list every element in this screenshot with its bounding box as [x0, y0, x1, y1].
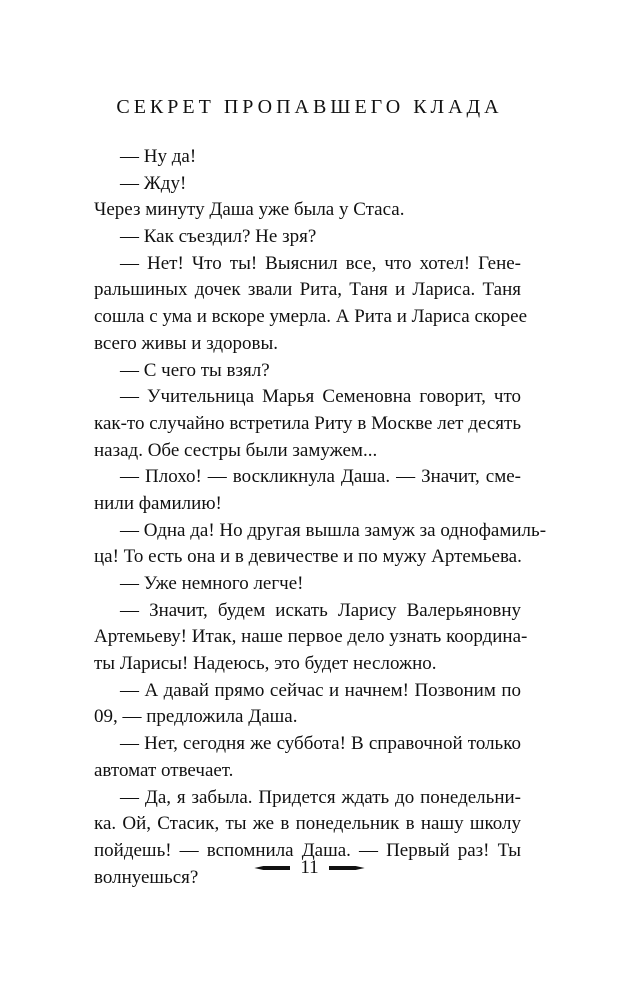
right-ornament — [329, 866, 365, 870]
page-footer — [0, 854, 619, 882]
body-text — [94, 144, 547, 891]
text-line: автомат отвечает. — [94, 759, 234, 781]
text-line: нили фамилию! — [94, 492, 222, 514]
text-line: Через минуту Даша уже была у Стаса. — [94, 199, 405, 221]
text-line: — Нет! Что ты! Выяснил все, что хотел! Гене- — [120, 252, 521, 274]
text-line: как-то случайно встретила Риту в Москве лет десять — [94, 412, 521, 434]
text-line: — Нет, сегодня же суббота! В справочной только — [120, 733, 521, 755]
text-line: пойдешь! — вспомнила Даша. — Первый раз! Ты — [94, 839, 521, 861]
text-line: назад. Обе сестры были замужем... — [94, 439, 378, 461]
text-line: ца! То есть она и в девичестве и по мужу Артемьева. — [94, 546, 522, 568]
text-line: Артемьеву! Итак, наше первое дело узнать координа- — [94, 626, 528, 648]
text-line: — Учительница Марья Семеновна говорит, что — [120, 386, 521, 408]
text-line: — Да, я забыла. Придется ждать до понедельни- — [120, 786, 521, 808]
text-line: — Плохо! — воскликнула Даша. — Значит, сме- — [120, 466, 521, 488]
running-header: СЕКРЕТ ПРОПАВШЕГО КЛАДА — [116, 96, 503, 118]
text-line: — Одна да! Но другая вышла замуж за однофамиль- — [120, 519, 547, 541]
text-line: — Жду! — [120, 172, 187, 194]
text-line: ка. Ой, Стасик, ты же в понедельник в нашу школу — [94, 813, 521, 835]
text-line: — Уже немного легче! — [120, 573, 304, 594]
text-line: — Ну да! — [120, 146, 197, 167]
text-line: ральшиных дочек звали Рита, Таня и Лариса. Таня — [94, 279, 521, 301]
page-number: 11 — [300, 857, 319, 878]
text-line: сошла с ума и вскоре умерла. А Рита и Лариса скорее — [94, 306, 528, 328]
left-ornament — [254, 866, 290, 870]
text-line: — С чего ты взял? — [120, 359, 270, 381]
text-line: волнуешься? — [94, 866, 199, 888]
text-line: всего живы и здоровы. — [94, 332, 279, 354]
text-line: 09, — предложила Даша. — [94, 706, 298, 728]
text-line: — Как съездил? Не зря? — [120, 226, 317, 248]
text-line: ты Ларисы! Надеюсь, это будет несложно. — [94, 653, 437, 675]
text-line: — Значит, будем искать Ларису Валерьяновну — [120, 599, 521, 621]
text-line: — А давай прямо сейчас и начнем! Позвоним по — [120, 679, 521, 701]
